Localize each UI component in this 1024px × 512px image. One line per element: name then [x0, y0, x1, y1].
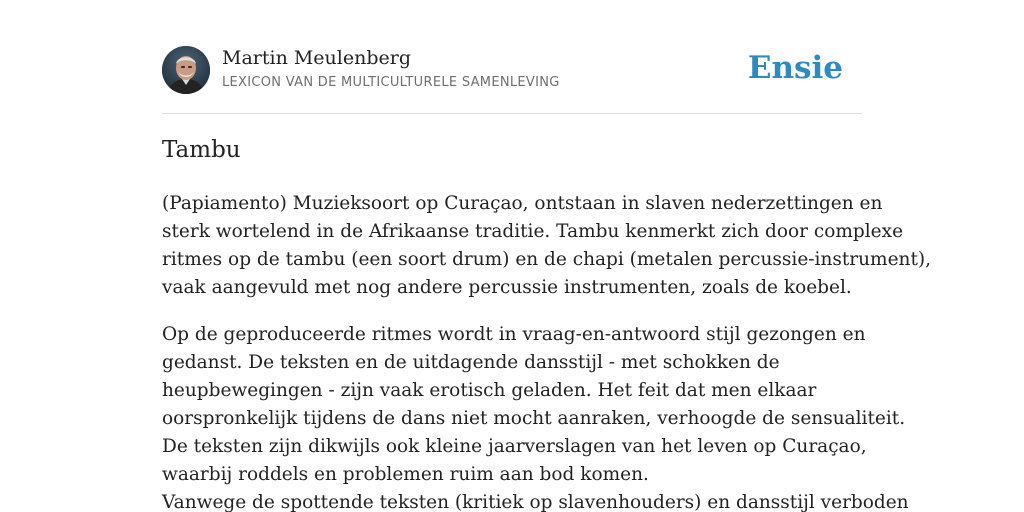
article-title: Tambu: [162, 137, 241, 163]
text-line: De teksten zijn dikwijls ook kleine jaarverslagen van het leven op Curaçao,: [162, 436, 867, 457]
author-photo: [162, 46, 210, 94]
paragraph-2: [162, 321, 909, 512]
ensie-logo[interactable]: Ensie: [747, 50, 843, 86]
text-line: heupbewegingen - zijn vaak erotisch geladen. Het feit dat men elkaar: [162, 380, 817, 401]
article-body: [162, 190, 931, 512]
paragraph-1: [162, 190, 931, 302]
text-line: oorspronkelijk tijdens de dans niet mocht aanraken, verhoogde de sensualiteit.: [162, 408, 906, 429]
text-line: gedanst. De teksten en de uitdagende dansstijl - met schokken de: [162, 352, 780, 373]
text-line: Vanwege de spottende teksten (kritiek op slavenhouders) en dansstijl verboden: [162, 492, 909, 512]
text-line: waarbij roddels en problemen ruim aan bod komen.: [162, 464, 649, 485]
header-divider: [162, 113, 862, 114]
text-line: (Papiamento) Muzieksoort op Curaçao, ontstaan in slaven nederzettingen en: [162, 193, 883, 214]
text-line: ritmes op de tambu (een soort drum) en de chapi (metalen percussie-instrument),: [162, 249, 931, 270]
author-name[interactable]: Martin Meulenberg: [222, 47, 411, 69]
text-line: Op de geproduceerde ritmes wordt in vraag-en-antwoord stijl gezongen en: [162, 324, 866, 345]
text-line: sterk wortelend in de Afrikaanse traditie. Tambu kenmerkt zich door complexe: [162, 221, 904, 242]
article-header: [162, 46, 862, 96]
publication-name[interactable]: LEXICON VAN DE MULTICULTURELE SAMENLEVING: [222, 75, 560, 90]
text-line: vaak aangevuld met nog andere percussie instrumenten, zoals de koebel.: [162, 277, 852, 298]
author-avatar[interactable]: [162, 46, 210, 94]
